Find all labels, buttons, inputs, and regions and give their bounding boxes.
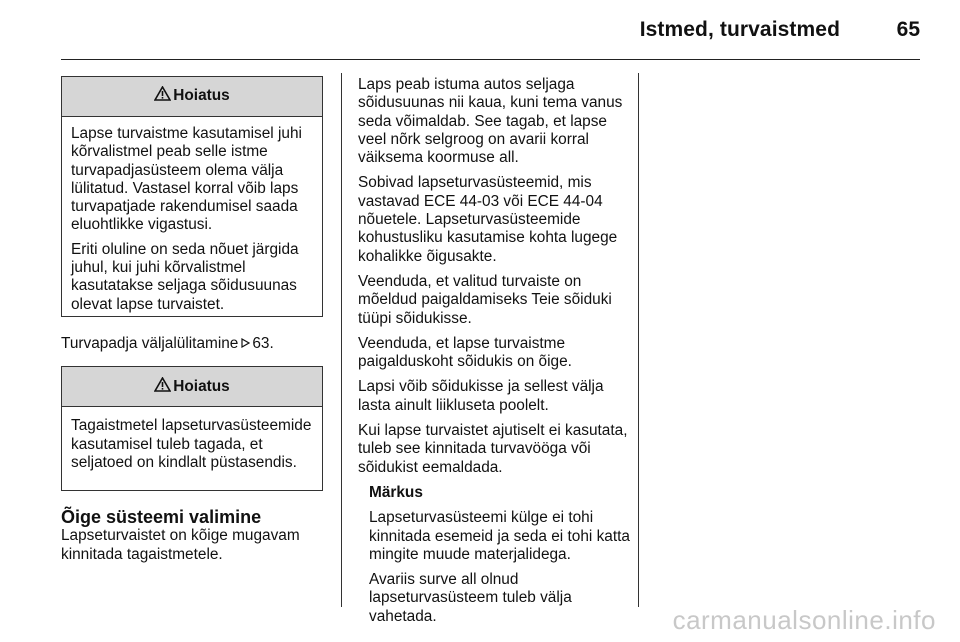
- warning-paragraph: Lapse turvaistme kasutamisel juhi kõrvalistmel peab selle istme turvapadjasüsteem olema välja lülitatud. Vastasel korral võib laps turvapatjade rakendumisel saada eluohtlikke vigastusi.: [71, 125, 302, 234]
- watermark: carmanualsonline.info: [672, 605, 936, 635]
- warning-triangle-icon: [154, 377, 171, 397]
- body-paragraph: Veenduda, et lapse turvaistme paigalduskoht sõidukis on õige.: [358, 334, 572, 371]
- airbag-reference-text: Turvapadja väljalülitamine: [61, 335, 239, 352]
- column-divider-left: [341, 73, 342, 607]
- page-number: 65: [896, 18, 920, 41]
- body-paragraph: Veenduda, et valitud turvaiste on mõeldud paigaldamiseks Teie sõiduki tüüpi sõidukisse.: [358, 272, 612, 327]
- header-title: Istmed, turvaistmed: [639, 18, 840, 41]
- warning-triangle-icon: [154, 86, 171, 106]
- warning-title-1: Hoiatus: [173, 87, 230, 105]
- warning-header-1: [62, 77, 322, 117]
- body-paragraph: Kui lapse turvaistet ajutiselt ei kasutata, tuleb see kinnitada turvavööga või sõidukist eemaldada.: [358, 422, 628, 476]
- body-paragraph: Sobivad lapseturvasüsteemid, mis vastavad ECE 44-03 või ECE 44-04 nõuetele. Lapseturvasüsteemide kohustusliku kasutamise kohta lugege kohalikke õigusakte.: [358, 174, 618, 265]
- body-paragraph: Lapsi võib sõidukisse ja sellest välja lasta ainult liikluseta poolelt.: [358, 378, 604, 414]
- warning-box-2: [61, 366, 323, 491]
- warning-paragraph: Eriti oluline on seda nõuet järgida juhul, kui juhi kõrvalistmel kasutatakse seljaga sõidusuunas olevat lapse turvaistet.: [71, 240, 299, 313]
- section-text: Lapseturvaistet on kõige mugavam kinnitada tagaistmetele.: [61, 527, 300, 563]
- note-paragraph: Lapseturvasüsteemi külge ei tohi kinnitada esemeid ja seda ei tohi katta mingite muude materjalidega.: [369, 509, 630, 563]
- warning-title-2: Hoiatus: [173, 377, 230, 395]
- warning-header-2: [62, 367, 322, 407]
- warning-paragraph: Tagaistmetel lapseturvasüsteemide kasutamisel tuleb tagada, et seljatoed on kindlalt püstasendis.: [71, 417, 312, 471]
- left-column: [61, 76, 323, 571]
- body-paragraph: Laps peab istuma autos seljaga sõidusuunas nii kaua, kuni tema vanus seda võimaldab. See tagab, et lapse veel nõrk selgroog on avarii korral väiksema koormuse all.: [358, 76, 623, 167]
- warning-body-2: [62, 407, 322, 482]
- triangle-right-icon: [241, 335, 250, 353]
- header-rule: [61, 59, 920, 60]
- note-title: Märkus: [369, 483, 423, 501]
- column-divider-right: [638, 73, 639, 607]
- middle-column: [358, 76, 630, 633]
- warning-body-1: [62, 117, 322, 324]
- note-paragraph: Avariis surve all olnud lapseturvasüsteem tuleb välja vahetada.: [369, 571, 572, 625]
- airbag-reference-link[interactable]: 63.: [252, 335, 274, 352]
- note-block: [369, 484, 630, 626]
- warning-box-1: [61, 76, 323, 317]
- airbag-reference: [61, 335, 323, 353]
- section-heading: Õige süsteemi valimine: [61, 507, 262, 528]
